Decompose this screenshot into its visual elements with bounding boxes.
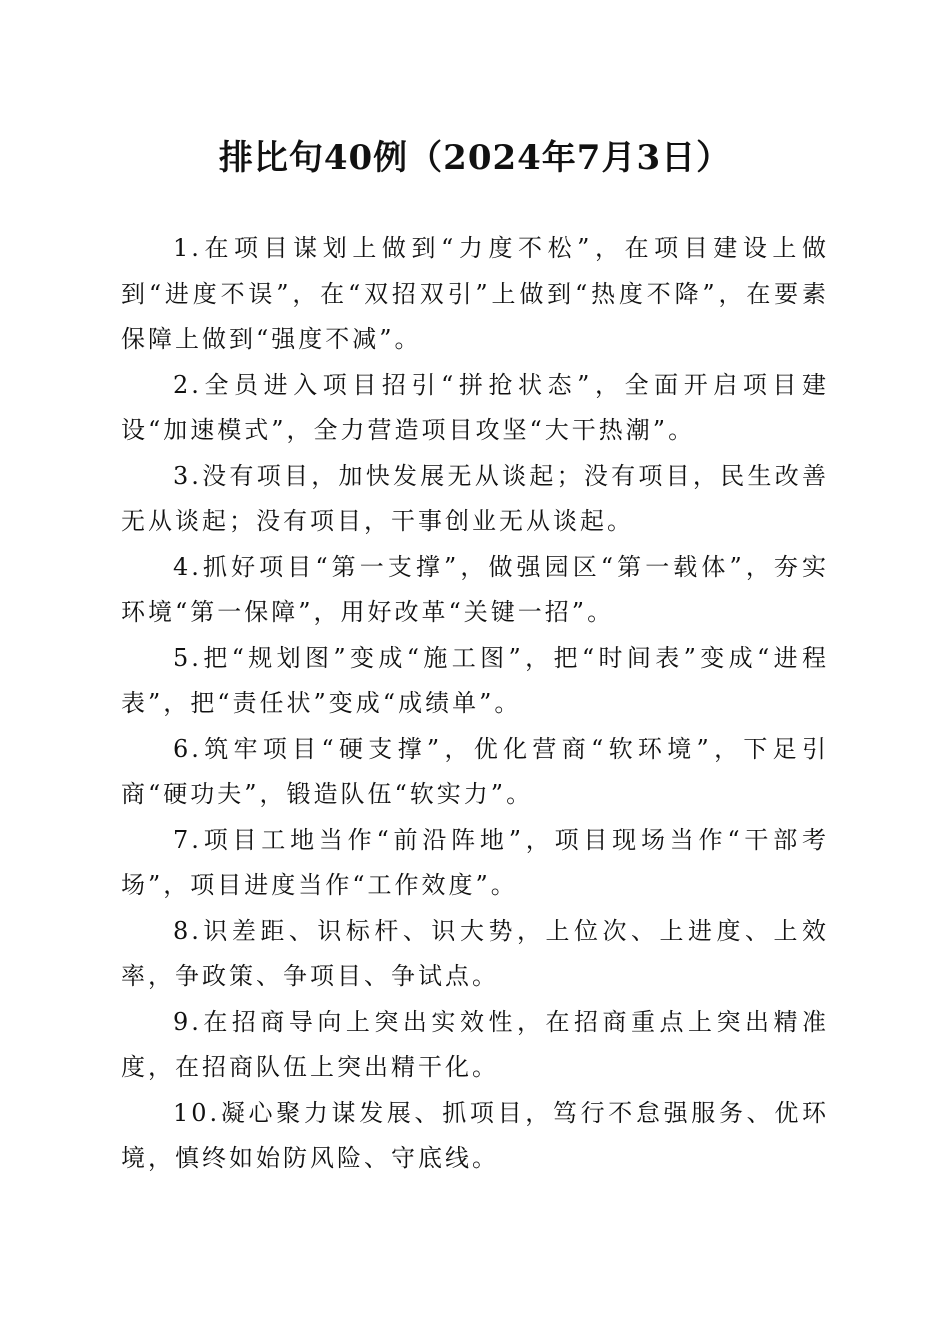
paragraph-6: 6.筑牢项目“硬支撑”，优化营商“软环境”，下足引商“硬功夫”，锻造队伍“软实力”。 — [121, 734, 829, 808]
paragraph-5: 5.把“规划图”变成“施工图”，把“时间表”变成“进程表”，把“责任状”变成“成绩单”。 — [121, 643, 829, 717]
paragraph-3: 3.没有项目，加快发展无从谈起；没有项目，民生改善无从谈起；没有项目，干事创业无从谈起。 — [121, 461, 829, 535]
paragraph-1: 1.在项目谋划上做到“力度不松”，在项目建设上做到“进度不误”，在“双招双引”上做到“热度不降”，在要素保障上做到“强度不减”。 — [121, 234, 829, 353]
paragraph-8: 8.识差距、识标杆、识大势，上位次、上进度、上效率，争政策、争项目、争试点。 — [121, 916, 829, 990]
paragraph-7: 7.项目工地当作“前沿阵地”，项目现场当作“干部考场”，项目进度当作“工作效度”。 — [121, 825, 829, 899]
paragraph-9: 9.在招商导向上突出实效性，在招商重点上突出精准度，在招商队伍上突出精干化。 — [121, 1007, 829, 1081]
paragraph-4: 4.抓好项目“第一支撑”，做强园区“第一载体”，夯实环境“第一保障”，用好改革“关键一招”。 — [121, 552, 829, 626]
document-title: 排比句40例（2024年7月3日） — [218, 138, 732, 178]
paragraph-10: 10.凝心聚力谋发展、抓项目，笃行不怠强服务、优环境，慎终如始防风险、守底线。 — [121, 1098, 829, 1172]
document-body — [121, 226, 829, 1182]
paragraph-2: 2.全员进入项目招引“拼抢状态”，全面开启项目建设“加速模式”，全力营造项目攻坚“大干热潮”。 — [121, 370, 829, 444]
